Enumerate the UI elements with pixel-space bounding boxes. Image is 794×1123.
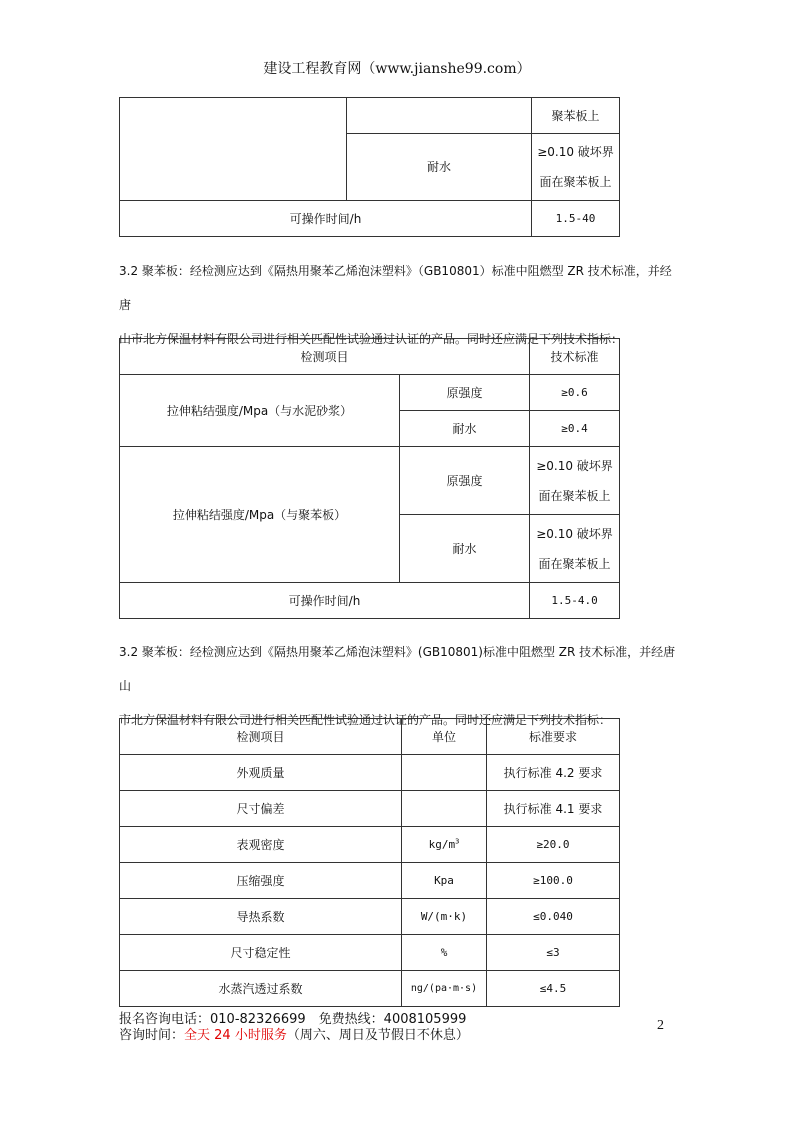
table-cell: ≥100.0 xyxy=(487,863,620,899)
table-cell: ≥20.0 xyxy=(487,827,620,863)
page-footer xyxy=(119,1012,469,1044)
table-cell: ≤4.5 xyxy=(487,971,620,1007)
paragraph-line: 3.2 聚苯板：经检测应达到《隔热用聚苯乙烯泡沫塑料》（GB10801）标准中阻燃型 ZR 技术标准，并经唐 xyxy=(119,264,672,312)
table-cell: ≥0.10 破坏界面在聚苯板上 xyxy=(530,515,620,583)
table-specifications xyxy=(119,718,620,1007)
footer-hours-prefix: 咨询时间： xyxy=(119,1028,185,1043)
table-technical-indicators xyxy=(119,338,620,619)
table-cell: 尺寸稳定性 xyxy=(120,935,402,971)
table-cell: 耐水 xyxy=(347,134,532,201)
table-cell: ≤3 xyxy=(487,935,620,971)
unit-superscript: 3 xyxy=(455,836,460,845)
paragraph-line: 市北方保温材料有限公司进行相关匹配性试验通过认证的产品。同时还应满足下列技术指标： xyxy=(119,713,612,727)
table-cell: ≥0.6 xyxy=(530,375,620,411)
table-header-cell: 技术标准 xyxy=(530,339,620,375)
table-cell: % xyxy=(402,935,487,971)
table-cell: Kpa xyxy=(402,863,487,899)
table-cell: ≥0.10 破坏界面在聚苯板上 xyxy=(530,447,620,515)
table-cell: 1.5-4.0 xyxy=(530,583,620,619)
table-cell: 可操作时间/h xyxy=(120,583,530,619)
table-cell: 原强度 xyxy=(400,375,530,411)
footer-contact-line: 报名咨询电话：010-82326699 免费热线：4008105999 xyxy=(119,1012,467,1027)
table-cell: 耐水 xyxy=(400,515,530,583)
table-cell xyxy=(402,827,487,863)
empty-cell xyxy=(347,98,532,134)
table-cell: 尺寸偏差 xyxy=(120,791,402,827)
table-header-cell: 检测项目 xyxy=(120,339,530,375)
table-cell: 执行标准 4.2 要求 xyxy=(487,755,620,791)
paragraph-line: 山市北方保温材料有限公司进行相关匹配性试验通过认证的产品。同时还应满足下列技术指标： xyxy=(119,332,624,346)
table-cell xyxy=(402,755,487,791)
page-number: 2 xyxy=(657,1018,664,1033)
table-cell: 拉伸粘结强度/Mpa（与聚苯板） xyxy=(120,447,400,583)
table-header-cell: 标准要求 xyxy=(487,719,620,755)
table-cell: 导热系数 xyxy=(120,899,402,935)
table-header-cell: 单位 xyxy=(402,719,487,755)
table-cell: 压缩强度 xyxy=(120,863,402,899)
table-cell: 水蒸汽透过系数 xyxy=(120,971,402,1007)
table-cell: 可操作时间/h xyxy=(120,201,532,237)
table-cell: ≥0.4 xyxy=(530,411,620,447)
unit-text: kg/m xyxy=(428,837,456,851)
table-continuation xyxy=(119,97,620,237)
empty-cell xyxy=(120,98,347,201)
table-cell: 执行标准 4.1 要求 xyxy=(487,791,620,827)
footer-hours-highlight: 全天 24 小时服务 xyxy=(184,1028,287,1043)
footer-hours-suffix: （周六、周日及节假日不休息） xyxy=(286,1028,469,1043)
table-cell: 原强度 xyxy=(400,447,530,515)
table-cell: 聚苯板上 xyxy=(532,98,620,134)
table-cell: 表观密度 xyxy=(120,827,402,863)
paragraph-line: 3.2 聚苯板：经检测应达到《隔热用聚苯乙烯泡沫塑料》(GB10801)标准中阻燃型 ZR 技术标准，并经唐山 xyxy=(119,645,676,693)
table-cell xyxy=(402,791,487,827)
table-cell: 外观质量 xyxy=(120,755,402,791)
table-cell: ≤0.040 xyxy=(487,899,620,935)
table-cell: ≥0.10 破坏界面在聚苯板上 xyxy=(532,134,620,201)
table-cell: 耐水 xyxy=(400,411,530,447)
table-cell: 拉伸粘结强度/Mpa（与水泥砂浆） xyxy=(120,375,400,447)
footer-hours-line xyxy=(119,1028,469,1044)
table-header-cell: 检测项目 xyxy=(120,719,402,755)
table-cell: 1.5-40 xyxy=(532,201,620,237)
table-cell: W/(m·k) xyxy=(402,899,487,935)
table-cell: ng/(pa·m·s) xyxy=(402,971,487,1007)
page-header: 建设工程教育网（www.jianshe99.com） xyxy=(263,61,531,77)
